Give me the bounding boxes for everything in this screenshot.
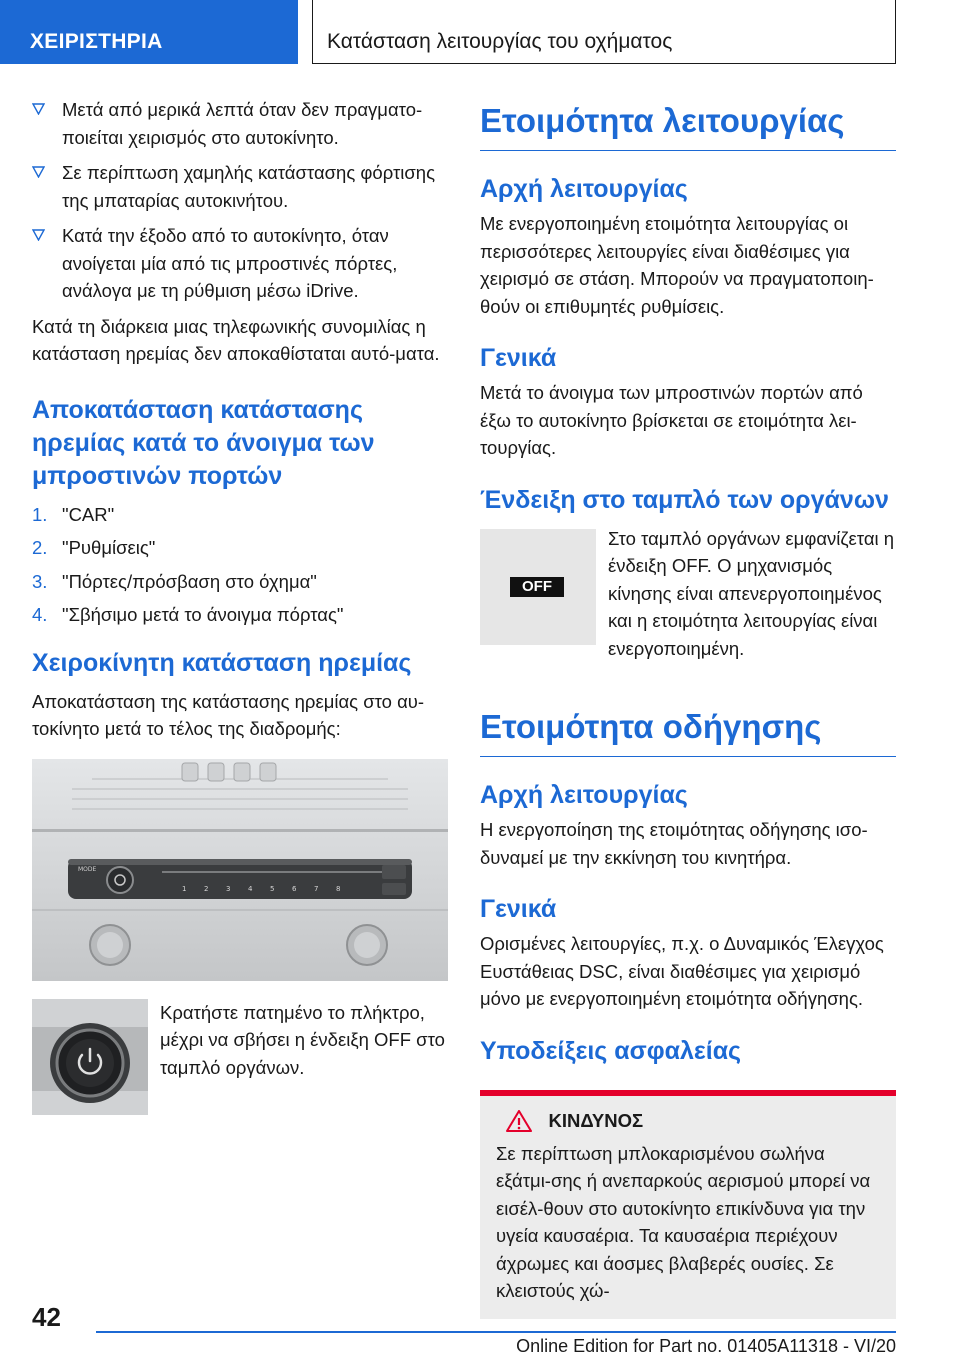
principle-heading: Αρχή λειτουργίας <box>480 781 688 809</box>
drive-title: Ετοιμότητα οδήγησης <box>480 706 896 757</box>
off-indicator: OFF <box>510 577 564 597</box>
restore-steps <box>32 501 448 629</box>
cluster-display-image <box>480 529 596 645</box>
step-item <box>32 568 448 596</box>
right-column <box>480 100 896 1319</box>
step-item <box>32 601 448 629</box>
triangle-bullet-icon <box>32 229 45 241</box>
preset-label: 6 <box>292 884 297 893</box>
call-note: Κατά τη διάρκεια μιας τηλεφωνικής συνομιλίας η κατάσταση ηρεμίας δεν αποκαθίσταται αυτό‐ματα. <box>32 315 440 364</box>
step-number: 3. <box>32 570 48 592</box>
step-text: "Πόρτες/πρόσβαση στο όχημα" <box>62 570 317 592</box>
footer-edition: Online Edition for Part no. 01405A11318 - VI/20 <box>516 1336 896 1356</box>
step-text: "CAR" <box>62 503 115 525</box>
warning-body <box>480 1096 896 1319</box>
restore-heading: Αποκατάσταση κατάστασης ηρεμίας κατά το άνοιγμα των μπροστινών πορτών <box>32 395 375 490</box>
knob-figure <box>32 999 448 1115</box>
preset-label: 5 <box>270 884 275 893</box>
manual-heading: Χειροκίνητη κατάσταση ηρεμίας <box>32 648 412 677</box>
list-item <box>32 96 448 151</box>
step-number: 1. <box>32 503 48 525</box>
cluster-heading: Ένδειξη στο ταμπλό των οργάνων <box>480 485 889 514</box>
manual-text: Αποκατάσταση της κατάστασης ηρεμίας στο αυ‐τοκίνητο μετά το τέλος της διαδρομής: <box>32 690 425 739</box>
preset-label: 1 <box>182 884 187 893</box>
power-knob-photo <box>32 999 148 1115</box>
general-heading: Γενικά <box>480 895 557 923</box>
danger-warning-box <box>480 1090 896 1319</box>
left-column <box>32 96 448 1115</box>
preset-label: 3 <box>226 884 231 893</box>
general-text: Μετά το άνοιγμα των μπροστινών πορτών από έξω το αυτοκίνητο βρίσκεται σε ετοιμότητα λει‐τουργίας. <box>480 382 863 458</box>
list-item <box>32 159 448 214</box>
cluster-text: Στο ταμπλό οργάνων εμφανίζεται η ένδειξη OFF. Ο μηχανισμός κίνησης είναι απενεργοποιημένος και η ετοιμότητα λειτουργίας είναι ενεργοποιημένη. <box>608 527 895 659</box>
step-text: "Σβήσιμο μετά το άνοιγμα πόρτας" <box>62 604 344 625</box>
knob-caption: Κρατήστε πατημένο το πλήκτρο, μέχρι να σβήσει η ένδειξη OFF στο ταμπλό οργάνων. <box>160 1001 445 1078</box>
power-knob-illustration <box>32 999 148 1115</box>
principle-text: Η ενεργοποίηση της ετοιμότητας οδήγησης ισο‐δυναμεί με την εκκίνηση του κινητήρα. <box>480 819 868 868</box>
radio-mode-label: MODE <box>78 865 97 873</box>
general-text: Ορισμένες λειτουργίες, π.χ. ο Δυναμικός Έλεγχος Ευστάθειας DSC, είναι διαθέσιμες για χειρισμό μόνο με ενεργοποιημένη ετοιμότητα οδήγησης. <box>480 933 884 1009</box>
step-number: 2. <box>32 537 48 558</box>
list-item-text: Σε περίπτωση χαμηλής κατάστασης φόρτισης της μπαταρίας αυτοκινήτου. <box>62 162 435 211</box>
cluster-figure <box>480 529 896 663</box>
header-chapter-tab <box>312 0 896 64</box>
warning-title: ΚΙΝΔΥΝΟΣ <box>548 1109 644 1131</box>
preset-label: 8 <box>336 884 341 893</box>
readiness-title: Ετοιμότητα λειτουργίας <box>480 100 896 151</box>
list-item-text: Κατά την έξοδο από το αυτοκίνητο, όταν ανοίγεται μία από τις μπροστινές πόρτες, ανάλογα με τη ρύθμιση μέσω iDrive. <box>62 225 398 301</box>
preset-label: 2 <box>204 884 209 893</box>
step-text: "Ρυθμίσεις" <box>62 537 156 558</box>
triangle-bullet-icon <box>32 103 45 115</box>
step-item <box>32 534 448 562</box>
header-section-label: ΧΕΙΡΙΣΤΗΡΙΑ <box>30 30 163 53</box>
warning-triangle-icon <box>506 1110 532 1132</box>
radio-panel-illustration <box>32 759 448 981</box>
general-heading: Γενικά <box>480 344 557 372</box>
header-chapter-label: Κατάσταση λειτουργίας του οχήματος <box>327 30 673 53</box>
header-section-tab <box>0 0 298 64</box>
page-number: 42 <box>32 1302 61 1332</box>
condition-list <box>32 96 448 305</box>
footer-divider <box>96 1331 896 1333</box>
list-item-text: Μετά από μερικά λεπτά όταν δεν πραγματο‐ποιείται χειρισμός στο αυτοκίνητο. <box>62 99 423 148</box>
principle-text: Με ενεργοποιημένη ετοιμότητα λειτουργίας οι περισσότερες λειτουργίες είναι διαθέσιμες για χειρισμό σε στάση. Μπορούν να πραγματοποιη‐θούν οι επιθυμητές ρυθμίσεις. <box>480 213 874 317</box>
step-item <box>32 501 448 529</box>
preset-label: 7 <box>314 884 319 893</box>
warning-text: Σε περίπτωση μπλοκαρισμένου σωλήνα εξάτμι‐σης ή ανεπαρκούς αερισμού μπορεί να εισέλ‐θουν στο αυτοκίνητο επικίνδυνα για την υγεία καυσαέρια. Τα καυσαέρια περιέχουν άχρωμες και άοσμες βλαβερές ουσίες. Σε κλειστούς χώ‐ <box>496 1142 871 1301</box>
safety-heading: Υποδείξεις ασφαλείας <box>480 1036 742 1065</box>
list-item <box>32 222 448 305</box>
preset-label: 4 <box>248 884 253 893</box>
radio-panel-photo <box>32 759 448 981</box>
warning-header <box>496 1110 876 1132</box>
principle-heading: Αρχή λειτουργίας <box>480 175 688 203</box>
triangle-bullet-icon <box>32 166 45 178</box>
step-number: 4. <box>32 604 48 625</box>
